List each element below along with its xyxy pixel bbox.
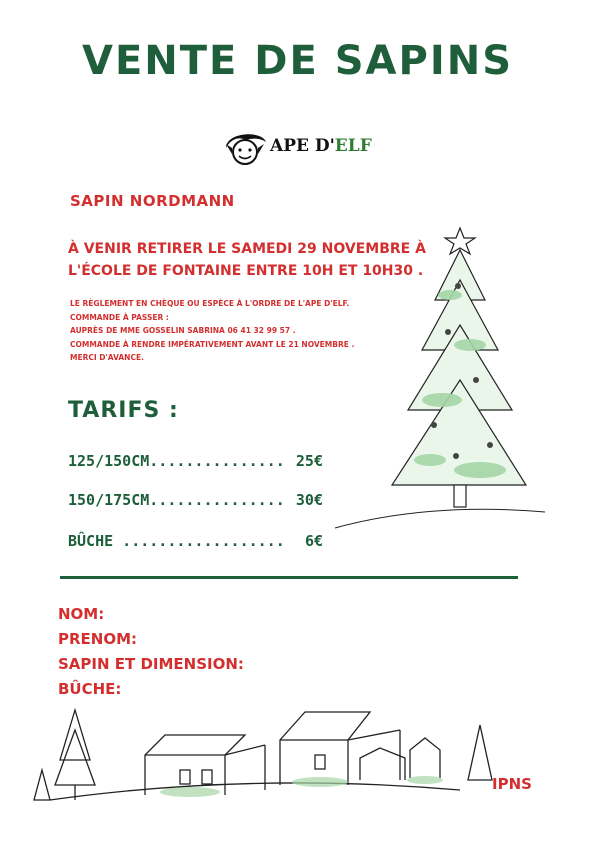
- logo-text: [270, 136, 372, 156]
- price-value: 30€: [295, 491, 323, 509]
- form-field-sapin-dimension: SAPIN ET DIMENSION:: [58, 655, 244, 673]
- subtitle: SAPIN NORDMANN: [70, 192, 235, 210]
- pickup-info: À VENIR RETIRER LE SAMEDI 29 NOVEMBRE À L'ÉCOLE DE FONTAINE ENTRE 10H ET 10H30 .: [68, 241, 426, 279]
- price-size: BÛCHE ..................: [68, 532, 285, 550]
- note-line: MERCI D'AVANCE.: [70, 353, 144, 362]
- price-row: [68, 452, 323, 476]
- form-field-nom: NOM:: [58, 605, 105, 623]
- page-title: VENTE DE SAPINS: [82, 38, 513, 84]
- separator-line: [60, 576, 518, 579]
- order-form: [58, 602, 244, 702]
- christmas-tree-illustration: [330, 220, 550, 535]
- logo-suffix: ELF: [334, 136, 372, 156]
- note-line: COMMANDE À RENDRE IMPÉRATIVEMENT AVANT LE 21 NOVEMBRE .: [70, 339, 355, 349]
- price-value: 6€: [304, 532, 323, 550]
- price-value: 25€: [295, 452, 323, 470]
- form-field-prenom: PRENOM:: [58, 630, 138, 648]
- winter-village-illustration: [30, 700, 500, 810]
- price-row: [68, 491, 323, 515]
- logo-prefix: APE D': [270, 136, 335, 156]
- price-size: 125/150CM...............: [68, 452, 285, 470]
- price-row: [68, 532, 323, 556]
- note-line: LE RÈGLEMENT EN CHÈQUE OU ESPÈCE À L'ORDRE DE L'APE D'ELF.: [70, 299, 350, 308]
- note-line: COMMANDE À PASSER :: [70, 312, 169, 322]
- elf-mascot-icon: [222, 126, 268, 166]
- price-size: 150/175CM...............: [68, 491, 285, 509]
- note-line: AUPRÈS DE MME GOSSELIN SABRINA 06 41 32 99 57 .: [70, 326, 296, 335]
- ipns-label: IPNS: [492, 775, 532, 793]
- tarifs-title: TARIFS :: [68, 398, 179, 423]
- form-field-buche: BÛCHE:: [58, 680, 122, 698]
